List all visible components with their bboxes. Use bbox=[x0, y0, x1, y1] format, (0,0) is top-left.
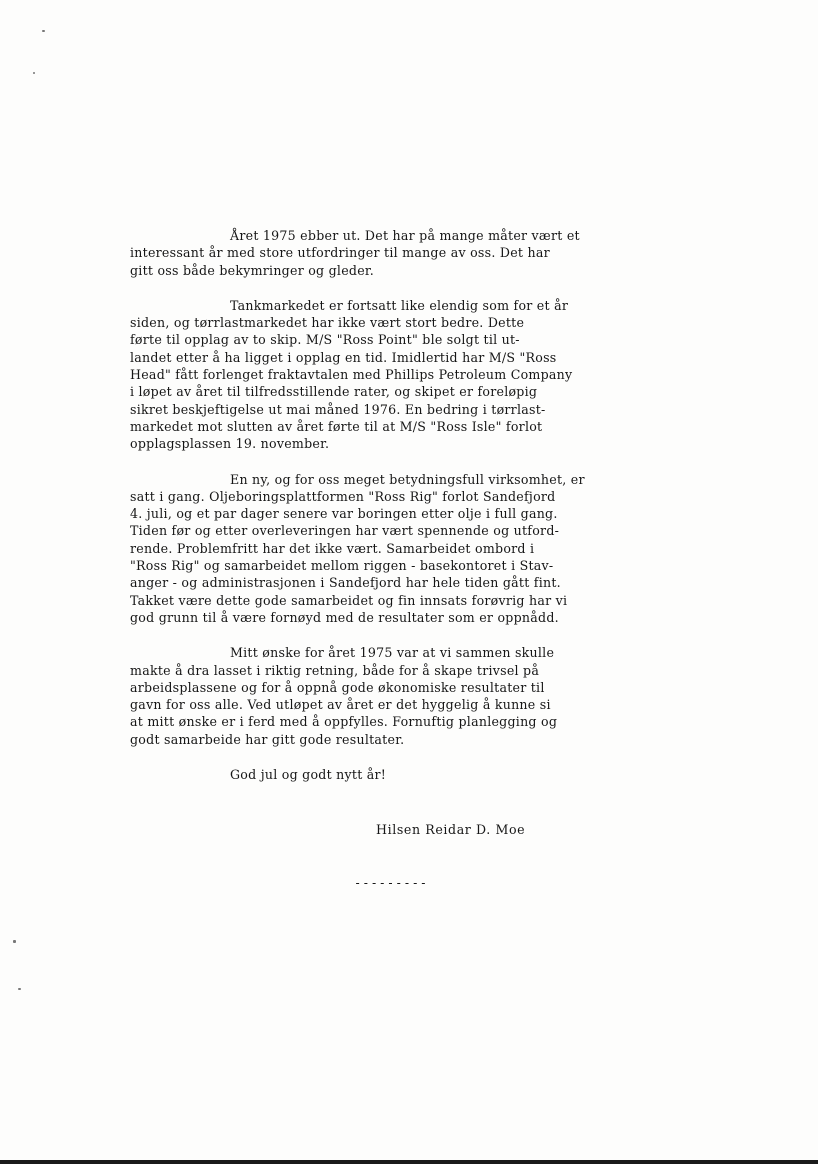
text-line: anger - og administrasjonen i Sandefjord har hele tiden gått fint. bbox=[130, 575, 561, 591]
text-line: Mitt ønske for året 1975 var at vi sammen skulle bbox=[230, 645, 555, 661]
divider-dashes: --------- bbox=[354, 876, 429, 890]
text-line: godt samarbeide har gitt gode resultater. bbox=[130, 731, 405, 747]
scan-speck bbox=[13, 940, 16, 943]
text-line: interessant år med store utfordringer til mange av oss. Det har bbox=[130, 245, 550, 261]
text-line: satt i gang. Oljeboringsplattformen "Ross Rig" forlot Sandefjord bbox=[130, 488, 556, 504]
text-line: Tankmarkedet er fortsatt like elendig som for et år bbox=[230, 297, 569, 313]
paragraph-3 bbox=[130, 471, 690, 627]
scan-speck bbox=[18, 988, 21, 990]
text-line: En ny, og for oss meget betydningsfull virksomhet, er bbox=[230, 471, 585, 487]
text-line: gitt oss både bekymringer og gleder. bbox=[130, 262, 375, 278]
text-line: Tiden før og etter overleveringen har vært spennende og utford- bbox=[130, 523, 560, 539]
text-line: gavn for oss alle. Ved utløpet av året er det hyggelig å kunne si bbox=[130, 697, 551, 713]
text-line: sikret beskjeftigelse ut mai måned 1976. En bedring i tørrlast- bbox=[130, 401, 546, 417]
scan-bottom-edge bbox=[0, 1160, 818, 1164]
text-line: landet etter å ha ligget i opplag en tid. Imidlertid har M/S "Ross bbox=[130, 349, 557, 365]
text-line: markedet mot slutten av året førte til at M/S "Ross Isle" forlot bbox=[130, 418, 543, 434]
paragraph-2 bbox=[130, 297, 690, 453]
text-line: i løpet av året til tilfredsstillende rater, og skipet er foreløpig bbox=[130, 384, 538, 400]
text-line: siden, og tørrlastmarkedet har ikke vært stort bedre. Dette bbox=[130, 315, 525, 331]
text-line: Takket være dette gode samarbeidet og fin innsats forøvrig har vi bbox=[130, 592, 568, 608]
text-line: førte til opplag av to skip. M/S "Ross Point" ble solgt til ut- bbox=[130, 332, 520, 348]
paragraph-1 bbox=[130, 227, 690, 279]
text-line: arbeidsplassene og for å oppnå gode økonomiske resultater til bbox=[130, 679, 545, 695]
paragraph-4 bbox=[130, 644, 690, 748]
text-line: at mitt ønske er i ferd med å oppfylles. Fornuftig planlegging og bbox=[130, 714, 558, 730]
text-line: rende. Problemfritt har det ikke vært. Samarbeidet ombord i bbox=[130, 540, 535, 556]
text-line: god grunn til å være fornøyd med de resultater som er oppnådd. bbox=[130, 609, 559, 625]
scan-speck bbox=[42, 30, 45, 32]
text-line: opplagsplassen 19. november. bbox=[130, 436, 330, 452]
signature: Hilsen Reidar D. Moe bbox=[376, 822, 526, 837]
letter-body bbox=[130, 227, 690, 783]
text-line: 4. juli, og et par dager senere var boringen etter olje i full gang. bbox=[130, 506, 558, 522]
scan-speck bbox=[33, 72, 35, 74]
greeting: God jul og godt nytt år! bbox=[230, 767, 387, 783]
text-line: Head" fått forlenget fraktavtalen med Phillips Petroleum Company bbox=[130, 367, 573, 383]
text-line: "Ross Rig" og samarbeidet mellom riggen - basekontoret i Stav- bbox=[130, 558, 554, 574]
text-line: Året 1975 ebber ut. Det har på mange måter vært et bbox=[230, 228, 580, 243]
text-line: makte å dra lasset i riktig retning, både for å skape trivsel på bbox=[130, 662, 540, 678]
